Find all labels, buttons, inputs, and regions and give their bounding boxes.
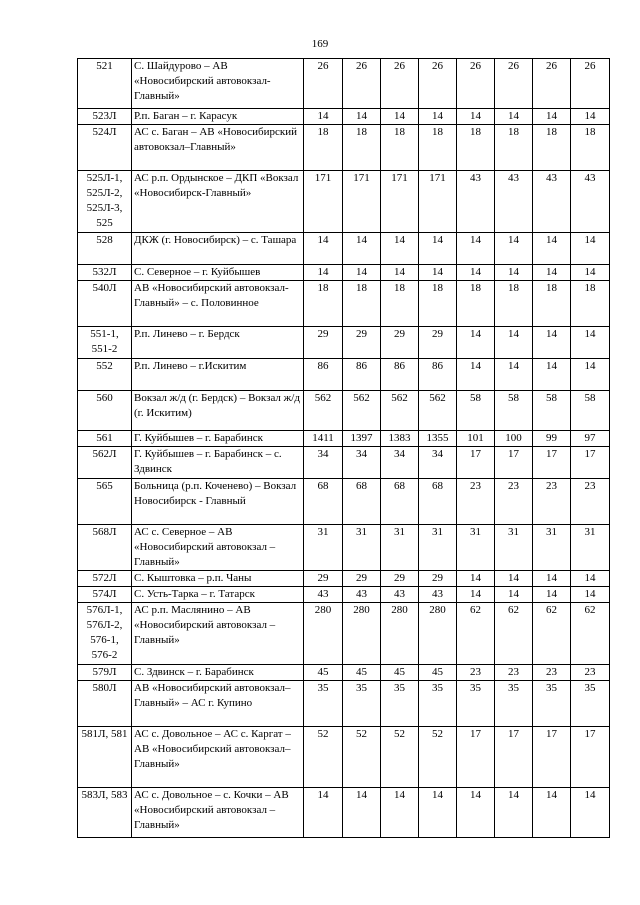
value-cell: 45 — [419, 665, 457, 681]
table-row — [78, 571, 610, 587]
value-cell: 29 — [304, 571, 343, 587]
route-name-cell: АС р.п. Ордынское – ДКП «Вокзал «Новосибирск-Главный» — [132, 171, 304, 233]
value-cell: 171 — [419, 171, 457, 233]
table-row — [78, 431, 610, 447]
value-cell: 43 — [495, 171, 533, 233]
value-cell: 34 — [419, 447, 457, 479]
value-cell: 29 — [343, 327, 381, 359]
route-number-cell: 523Л — [78, 109, 132, 125]
value-cell: 26 — [304, 59, 343, 109]
value-cell: 26 — [343, 59, 381, 109]
value-cell: 17 — [457, 727, 495, 788]
table-row — [78, 788, 610, 838]
value-cell: 23 — [495, 665, 533, 681]
value-cell: 14 — [495, 109, 533, 125]
value-cell: 14 — [495, 359, 533, 391]
table-row — [78, 125, 610, 171]
route-name-cell: Больница (р.п. Коченево) – Вокзал Новосибирск - Главный — [132, 479, 304, 525]
value-cell: 23 — [457, 665, 495, 681]
value-cell: 14 — [571, 788, 610, 838]
value-cell: 52 — [381, 727, 419, 788]
value-cell: 68 — [381, 479, 419, 525]
value-cell: 58 — [457, 391, 495, 431]
value-cell: 35 — [419, 681, 457, 727]
value-cell: 26 — [419, 59, 457, 109]
value-cell: 35 — [533, 681, 571, 727]
route-name-cell: Вокзал ж/д (г. Бердск) – Вокзал ж/д (г. Искитим) — [132, 391, 304, 431]
value-cell: 14 — [571, 359, 610, 391]
value-cell: 18 — [343, 281, 381, 327]
value-cell: 14 — [533, 587, 571, 603]
value-cell: 14 — [457, 359, 495, 391]
value-cell: 23 — [457, 479, 495, 525]
value-cell: 29 — [304, 327, 343, 359]
value-cell: 58 — [495, 391, 533, 431]
route-number-cell: 525Л-1, 525Л-2, 525Л-3, 525 — [78, 171, 132, 233]
value-cell: 17 — [457, 447, 495, 479]
route-name-cell: Г. Куйбышев – г. Барабинск – с. Здвинск — [132, 447, 304, 479]
value-cell: 34 — [343, 447, 381, 479]
value-cell: 171 — [304, 171, 343, 233]
value-cell: 31 — [533, 525, 571, 571]
value-cell: 34 — [304, 447, 343, 479]
route-name-cell: АС с. Довольное – АС с. Каргат – АВ «Новосибирский автовокзал– Главный» — [132, 727, 304, 788]
value-cell: 86 — [419, 359, 457, 391]
value-cell: 280 — [381, 603, 419, 665]
value-cell: 14 — [457, 265, 495, 281]
value-cell: 43 — [571, 171, 610, 233]
value-cell: 14 — [457, 233, 495, 265]
table-row — [78, 171, 610, 233]
value-cell: 45 — [304, 665, 343, 681]
value-cell: 23 — [571, 479, 610, 525]
value-cell: 23 — [495, 479, 533, 525]
value-cell: 68 — [419, 479, 457, 525]
value-cell: 45 — [381, 665, 419, 681]
value-cell: 14 — [571, 233, 610, 265]
value-cell: 14 — [381, 233, 419, 265]
route-number-cell: 540Л — [78, 281, 132, 327]
value-cell: 18 — [571, 125, 610, 171]
route-name-cell: С. Усть-Тарка – г. Татарск — [132, 587, 304, 603]
route-name-cell: АВ «Новосибирский автовокзал-Главный» – с. Половинное — [132, 281, 304, 327]
route-name-cell: С. Шайдурово – АВ «Новосибирский автовокзал-Главный» — [132, 59, 304, 109]
value-cell: 14 — [533, 571, 571, 587]
value-cell: 26 — [533, 59, 571, 109]
routes-table — [77, 58, 610, 838]
value-cell: 17 — [533, 727, 571, 788]
value-cell: 26 — [457, 59, 495, 109]
route-name-cell: Р.п. Линево – г.Искитим — [132, 359, 304, 391]
route-number-cell: 568Л — [78, 525, 132, 571]
value-cell: 35 — [571, 681, 610, 727]
value-cell: 35 — [457, 681, 495, 727]
value-cell: 18 — [533, 125, 571, 171]
route-name-cell: АС с. Баган – АВ «Новосибирский автовокзал–Главный» — [132, 125, 304, 171]
route-number-cell: 581Л, 581 — [78, 727, 132, 788]
value-cell: 18 — [304, 125, 343, 171]
value-cell: 280 — [343, 603, 381, 665]
value-cell: 26 — [571, 59, 610, 109]
value-cell: 58 — [571, 391, 610, 431]
value-cell: 14 — [533, 788, 571, 838]
value-cell: 35 — [304, 681, 343, 727]
value-cell: 18 — [304, 281, 343, 327]
value-cell: 97 — [571, 431, 610, 447]
value-cell: 23 — [533, 479, 571, 525]
value-cell: 14 — [419, 788, 457, 838]
value-cell: 62 — [533, 603, 571, 665]
table-row — [78, 359, 610, 391]
value-cell: 62 — [457, 603, 495, 665]
value-cell: 14 — [495, 265, 533, 281]
value-cell: 31 — [571, 525, 610, 571]
table-row — [78, 525, 610, 571]
value-cell: 23 — [571, 665, 610, 681]
value-cell: 68 — [343, 479, 381, 525]
value-cell: 14 — [571, 571, 610, 587]
route-name-cell: АС р.п. Маслянино – АВ «Новосибирский автовокзал – Главный» — [132, 603, 304, 665]
value-cell: 52 — [419, 727, 457, 788]
value-cell: 18 — [419, 281, 457, 327]
value-cell: 14 — [304, 109, 343, 125]
route-number-cell: 565 — [78, 479, 132, 525]
value-cell: 18 — [419, 125, 457, 171]
value-cell: 14 — [495, 233, 533, 265]
value-cell: 17 — [495, 447, 533, 479]
table-row — [78, 281, 610, 327]
route-number-cell: 551-1, 551-2 — [78, 327, 132, 359]
route-number-cell: 576Л-1, 576Л-2, 576-1, 576-2 — [78, 603, 132, 665]
route-name-cell: Р.п. Баган – г. Карасук — [132, 109, 304, 125]
value-cell: 62 — [571, 603, 610, 665]
value-cell: 14 — [304, 265, 343, 281]
value-cell: 17 — [495, 727, 533, 788]
value-cell: 34 — [381, 447, 419, 479]
route-name-cell: С. Здвинск – г. Барабинск — [132, 665, 304, 681]
route-name-cell: С. Северное – г. Куйбышев — [132, 265, 304, 281]
value-cell: 29 — [343, 571, 381, 587]
value-cell: 29 — [381, 571, 419, 587]
value-cell: 14 — [381, 788, 419, 838]
route-number-cell: 532Л — [78, 265, 132, 281]
value-cell: 14 — [571, 265, 610, 281]
table-row — [78, 391, 610, 431]
value-cell: 43 — [343, 587, 381, 603]
table-row — [78, 587, 610, 603]
route-number-cell: 580Л — [78, 681, 132, 727]
value-cell: 14 — [457, 109, 495, 125]
value-cell: 43 — [419, 587, 457, 603]
value-cell: 31 — [343, 525, 381, 571]
value-cell: 31 — [381, 525, 419, 571]
value-cell: 14 — [457, 587, 495, 603]
value-cell: 18 — [381, 281, 419, 327]
routes-table-body — [78, 59, 610, 838]
value-cell: 31 — [457, 525, 495, 571]
value-cell: 18 — [495, 281, 533, 327]
value-cell: 14 — [533, 265, 571, 281]
value-cell: 1411 — [304, 431, 343, 447]
value-cell: 14 — [571, 327, 610, 359]
value-cell: 14 — [533, 109, 571, 125]
table-row — [78, 59, 610, 109]
route-number-cell: 560 — [78, 391, 132, 431]
table-row — [78, 727, 610, 788]
value-cell: 43 — [381, 587, 419, 603]
value-cell: 14 — [495, 788, 533, 838]
route-number-cell: 552 — [78, 359, 132, 391]
value-cell: 14 — [343, 788, 381, 838]
value-cell: 1397 — [343, 431, 381, 447]
value-cell: 29 — [419, 571, 457, 587]
value-cell: 31 — [304, 525, 343, 571]
value-cell: 562 — [419, 391, 457, 431]
route-name-cell: Г. Куйбышев – г. Барабинск — [132, 431, 304, 447]
value-cell: 43 — [457, 171, 495, 233]
value-cell: 171 — [381, 171, 419, 233]
route-number-cell: 561 — [78, 431, 132, 447]
route-number-cell: 524Л — [78, 125, 132, 171]
value-cell: 31 — [495, 525, 533, 571]
value-cell: 45 — [343, 665, 381, 681]
route-number-cell: 574Л — [78, 587, 132, 603]
route-name-cell: АС с. Северное – АВ «Новосибирский автовокзал – Главный» — [132, 525, 304, 571]
value-cell: 18 — [571, 281, 610, 327]
value-cell: 86 — [381, 359, 419, 391]
value-cell: 14 — [381, 265, 419, 281]
table-row — [78, 447, 610, 479]
value-cell: 14 — [343, 109, 381, 125]
value-cell: 14 — [457, 788, 495, 838]
value-cell: 18 — [381, 125, 419, 171]
value-cell: 562 — [343, 391, 381, 431]
value-cell: 14 — [419, 233, 457, 265]
value-cell: 31 — [419, 525, 457, 571]
route-number-cell: 562Л — [78, 447, 132, 479]
value-cell: 35 — [495, 681, 533, 727]
value-cell: 17 — [571, 727, 610, 788]
value-cell: 14 — [533, 359, 571, 391]
value-cell: 18 — [495, 125, 533, 171]
route-name-cell: ДКЖ (г. Новосибирск) – с. Ташара — [132, 233, 304, 265]
route-number-cell: 528 — [78, 233, 132, 265]
value-cell: 280 — [304, 603, 343, 665]
route-name-cell: АВ «Новосибирский автовокзал–Главный» – АС г. Купино — [132, 681, 304, 727]
value-cell: 35 — [381, 681, 419, 727]
value-cell: 14 — [533, 327, 571, 359]
value-cell: 14 — [495, 571, 533, 587]
value-cell: 1383 — [381, 431, 419, 447]
table-row — [78, 603, 610, 665]
table-row — [78, 479, 610, 525]
value-cell: 17 — [533, 447, 571, 479]
value-cell: 86 — [343, 359, 381, 391]
value-cell: 14 — [343, 265, 381, 281]
value-cell: 68 — [304, 479, 343, 525]
table-row — [78, 233, 610, 265]
value-cell: 86 — [304, 359, 343, 391]
route-number-cell: 579Л — [78, 665, 132, 681]
value-cell: 171 — [343, 171, 381, 233]
value-cell: 14 — [343, 233, 381, 265]
value-cell: 100 — [495, 431, 533, 447]
value-cell: 43 — [304, 587, 343, 603]
table-row — [78, 665, 610, 681]
route-number-cell: 583Л, 583 — [78, 788, 132, 838]
value-cell: 14 — [495, 327, 533, 359]
value-cell: 26 — [381, 59, 419, 109]
table-row — [78, 265, 610, 281]
table-row — [78, 109, 610, 125]
value-cell: 14 — [304, 788, 343, 838]
value-cell: 23 — [533, 665, 571, 681]
value-cell: 62 — [495, 603, 533, 665]
page-number: 169 — [311, 38, 329, 50]
value-cell: 52 — [343, 727, 381, 788]
value-cell: 101 — [457, 431, 495, 447]
value-cell: 29 — [419, 327, 457, 359]
route-number-cell: 521 — [78, 59, 132, 109]
route-number-cell: 572Л — [78, 571, 132, 587]
value-cell: 14 — [381, 109, 419, 125]
table-row — [78, 327, 610, 359]
value-cell: 29 — [381, 327, 419, 359]
value-cell: 43 — [533, 171, 571, 233]
value-cell: 14 — [533, 233, 571, 265]
table-row — [78, 681, 610, 727]
value-cell: 562 — [381, 391, 419, 431]
route-name-cell: АС с. Довольное – с. Кочки – АВ «Новосибирский автовокзал – Главный» — [132, 788, 304, 838]
route-name-cell: С. Кыштовка – р.п. Чаны — [132, 571, 304, 587]
value-cell: 14 — [571, 109, 610, 125]
value-cell: 18 — [343, 125, 381, 171]
value-cell: 18 — [457, 281, 495, 327]
value-cell: 18 — [533, 281, 571, 327]
value-cell: 18 — [457, 125, 495, 171]
route-name-cell: Р.п. Линево – г. Бердск — [132, 327, 304, 359]
value-cell: 14 — [304, 233, 343, 265]
value-cell: 99 — [533, 431, 571, 447]
value-cell: 1355 — [419, 431, 457, 447]
value-cell: 14 — [571, 587, 610, 603]
value-cell: 17 — [571, 447, 610, 479]
value-cell: 58 — [533, 391, 571, 431]
value-cell: 35 — [343, 681, 381, 727]
value-cell: 280 — [419, 603, 457, 665]
value-cell: 14 — [419, 109, 457, 125]
value-cell: 14 — [457, 327, 495, 359]
value-cell: 562 — [304, 391, 343, 431]
value-cell: 14 — [457, 571, 495, 587]
value-cell: 14 — [419, 265, 457, 281]
value-cell: 14 — [495, 587, 533, 603]
value-cell: 26 — [495, 59, 533, 109]
value-cell: 52 — [304, 727, 343, 788]
